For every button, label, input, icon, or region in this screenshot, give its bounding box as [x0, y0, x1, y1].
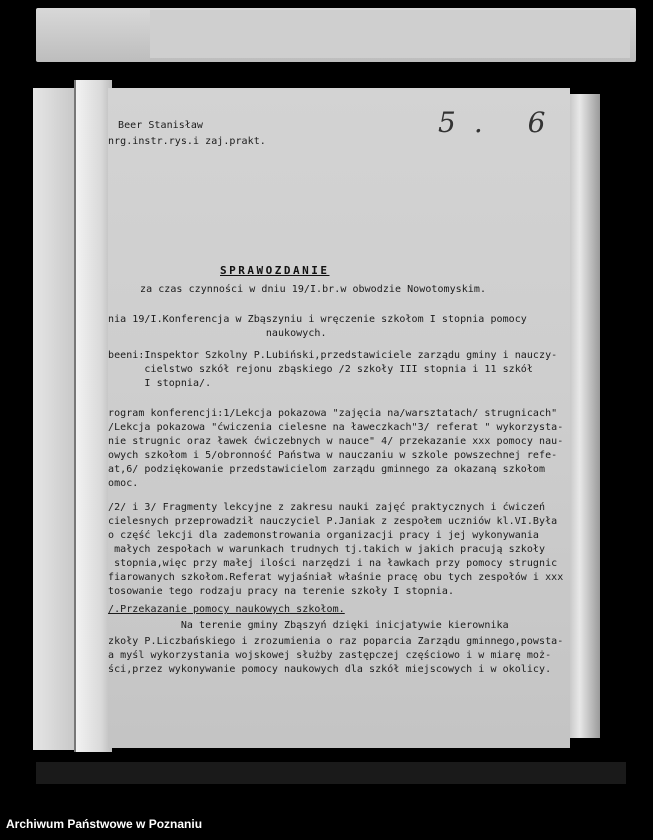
right-sheet-edge — [566, 94, 600, 738]
body-line: omoc. — [108, 478, 139, 489]
body-line: at,6/ podziękowanie przedstawicielom zarządu gminnego za okazaną szkołom — [108, 464, 546, 475]
body-line: zkoły P.Liczbańskiego i zrozumienia o raz poparcia Zarządu gminnego,powsta- — [108, 636, 564, 647]
body-line: /Lekcja pokazowa "ćwiczenia cielesne na ławeczkach"3/ referat " wykorzysta- — [108, 422, 564, 433]
body-line: Na terenie gminy Zbąszyń dzięki inicjatywie kierownika — [108, 620, 509, 631]
document-subtitle: za czas czynności w dniu 19/I.br.w obwodzie Nowotomyskim. — [140, 284, 487, 295]
body-line: nie strugnic oraz ławek ćwiczebnych w nauce" 4/ przekazanie xxx pomocy nau- — [108, 436, 564, 447]
header-name: Beer Stanisław — [118, 120, 203, 131]
handwritten-page-number: 5. 6 — [438, 106, 564, 139]
body-line: fiarowanych szkołom.Referat wyjaśniał właśnie pracę obu tych zespołów i xxx — [108, 572, 564, 583]
body-line: ści,przez wykonywanie pomocy naukowych dla szkół miejscowych i w okolicy. — [108, 664, 552, 675]
body-line: tosowanie tego rodzaju pracy na terenie szkoły I stopnia. — [108, 586, 455, 597]
body-line: stopnia,więc przy małej ilości narzędzi i na ławkach przy pomocy strugnic — [108, 558, 558, 569]
body-line: małych zespołach w warunkach trudnych tj.takich w jakich pracują szkoły — [108, 544, 546, 555]
archive-footer-label: Archiwum Państwowe w Poznaniu — [6, 817, 203, 831]
header-role: nrg.instr.rys.i zaj.prakt. — [108, 136, 266, 147]
left-sheet-edge — [33, 88, 75, 750]
body-line: /2/ i 3/ Fragmenty lekcyjne z zakresu nauki zajęć praktycznych i ćwiczeń — [108, 502, 546, 513]
section-heading: /.Przekazanie pomocy naukowych szkołom. — [108, 604, 345, 615]
body-line: owych szkołom i 5/obronność Państwa w nauczaniu w szkole powszechnej refe- — [108, 450, 558, 461]
body-line: naukowych. — [108, 328, 327, 339]
body-line: o część lekcji dla zademonstrowania organizacji pracy i jej wykonywania — [108, 530, 540, 541]
body-line: I stopnia/. — [108, 378, 212, 389]
body-line: cielstwo szkół rejonu zbąskiego /2 szkoły III stopnia i 11 szkół — [108, 364, 533, 375]
document-title: SPRAWOZDANIE — [220, 264, 330, 277]
body-line: cielesnych przeprowadził nauczyciel P.Janiak z zespołem uczniów kl.VI.Była — [108, 516, 558, 527]
body-line: nia 19/I.Konferencja w Zbąszyniu i wręczenie szkołom I stopnia pomocy — [108, 314, 527, 325]
bottom-edge — [36, 762, 626, 784]
binding-spine — [74, 80, 112, 752]
body-line: a myśl wykorzystania wojskowej służby zastępczej częściowo i w miarę moż- — [108, 650, 552, 661]
top-paper-strip-inner — [150, 10, 630, 58]
body-line: beeni:Inspektor Szkolny P.Lubiński,przedstawiciele zarządu gminy i nauczy- — [108, 350, 558, 361]
body-line: rogram konferencji:1/Lekcja pokazowa "zajęcia na/warsztatach/ strugnicach" — [108, 408, 558, 419]
document-page — [108, 88, 570, 748]
